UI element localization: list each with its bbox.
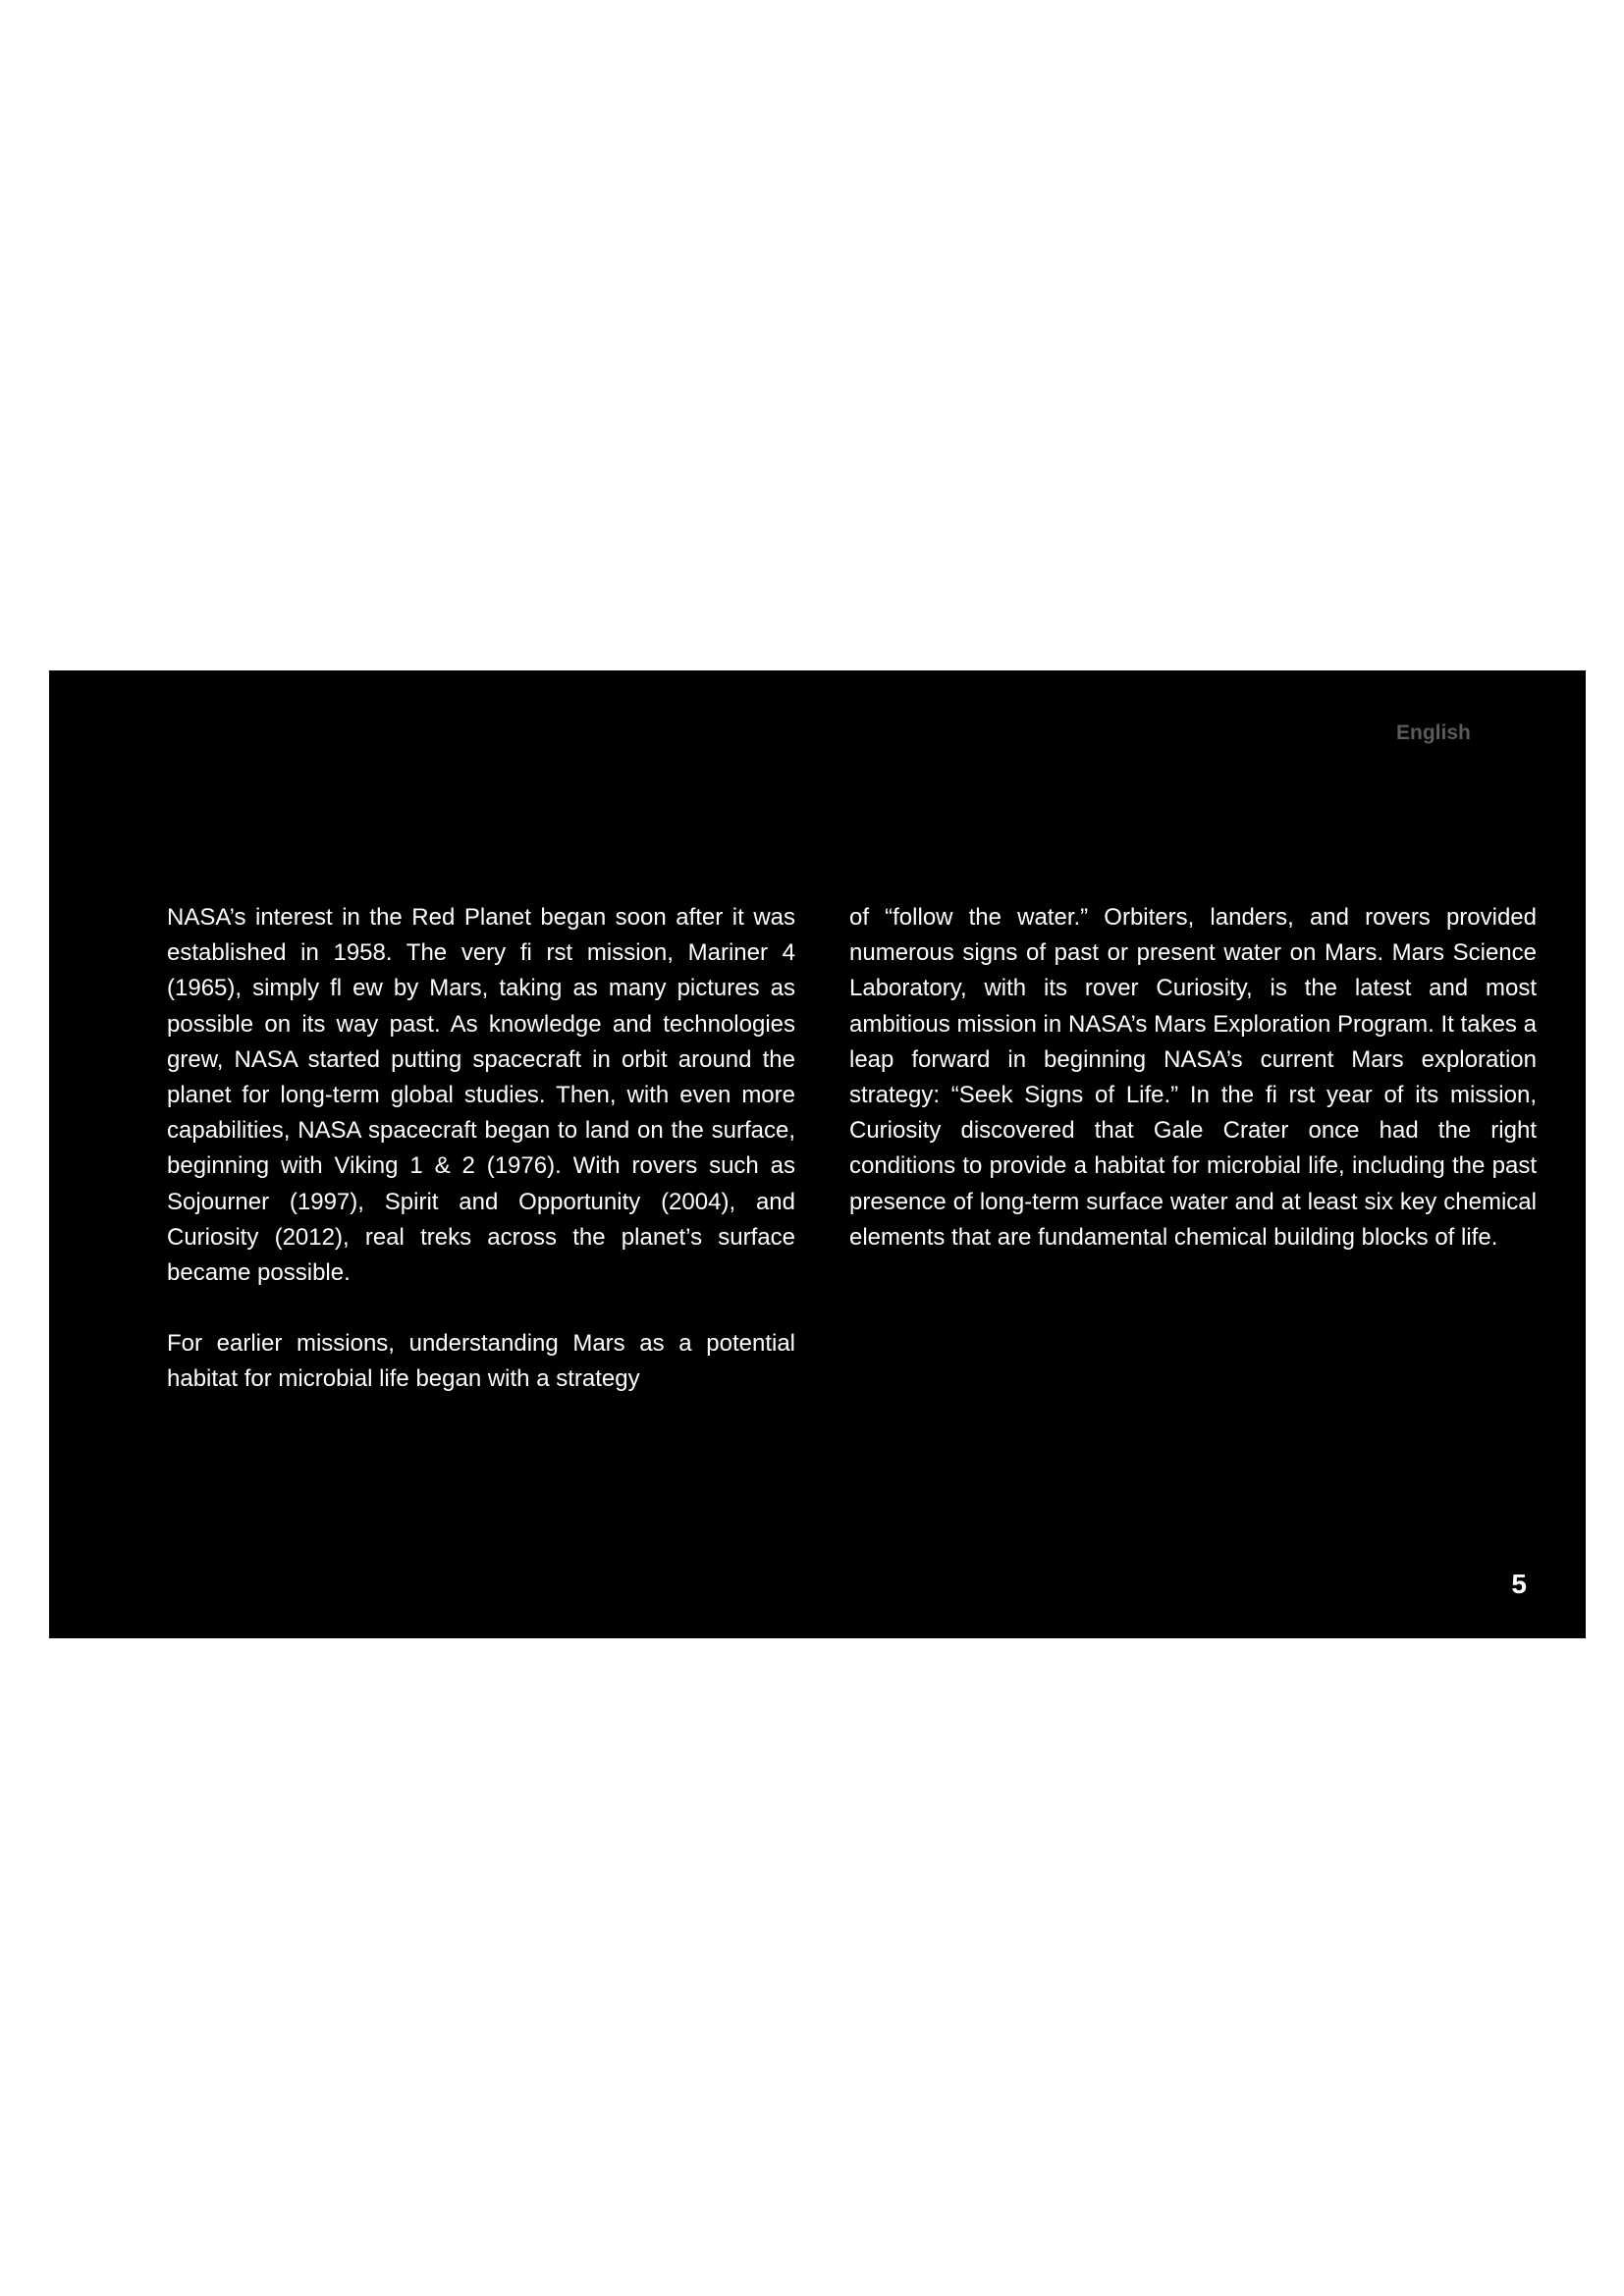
page-number: 5 [1511, 1569, 1527, 1599]
left-paragraph-2: For earlier missions, understanding Mars as a potential habitat for microbial life began with a strategy [167, 1330, 795, 1393]
left-paragraph-1: NASA’s interest in the Red Planet began soon after it was established in 1958. The very fi rst mission, Mariner 4 (1965), simply fl ew by Mars, taking as many pictures as possible on its way past. As knowledge and technologies grew, NASA started putting spacecraft in orbit around the planet for long-term global studies. Then, with even more capabilities, NASA spacecraft began to land on the surface, beginning with Viking 1 & 2 (1976). With rovers such as Sojourner (1997), Spirit and Opportunity (2004), and Curiosity (2012), real treks across the planet’s surface became possible. [167, 904, 795, 1287]
right-paragraph-1: of “follow the water.” Orbiters, landers, and rovers provided numerous signs of past or present water on Mars. Mars Science Laboratory, with its rover Curiosity, is the latest and most ambitious mission in NASA’s Mars Exploration Program. It takes a leap forward in beginning NASA’s current Mars exploration strategy: “Seek Signs of Life.” In the fi rst year of its mission, Curiosity discovered that Gale Crater once had the right conditions to provide a habitat for microbial life, including the past presence of long-term surface water and at least six key chemical elements that are fundamental chemical building blocks of life. [849, 904, 1537, 1251]
right-text-column [849, 900, 1537, 1255]
left-text-column [167, 900, 795, 1398]
page-slide [49, 670, 1586, 1638]
language-label: English [1396, 721, 1471, 744]
